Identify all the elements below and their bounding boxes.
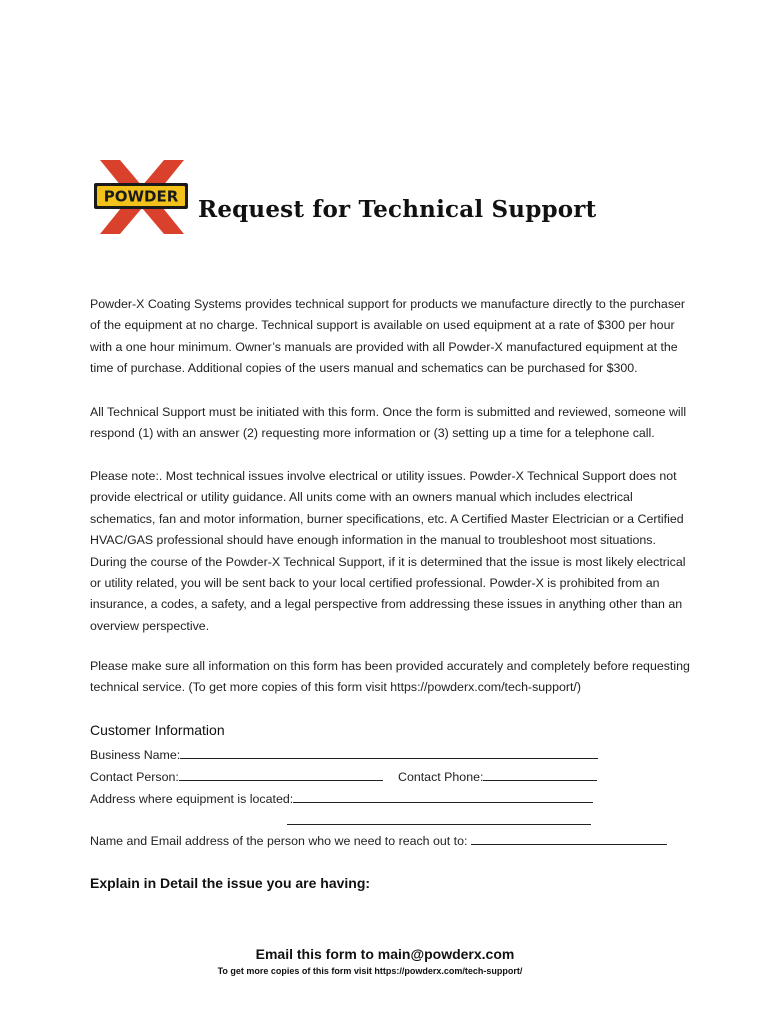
- address-label: Address where equipment is located:: [90, 792, 294, 806]
- address-input-line-2[interactable]: [287, 812, 591, 825]
- address-field-line-2: [287, 812, 591, 828]
- business-name-input[interactable]: [180, 746, 598, 759]
- intro-paragraph-3: Please note:. Most technical issues involve electrical or utility issues. Powder-X Technical Support does not provide electrical or utility guidance. All units come with an owners manual which includes electrical schematics, fan and motor information, burner specifications, etc. A Certified Master Electrician or a Certified HVAC/GAS professional should have enough information in the manual to troubleshoot most situations. During the course of the Powder-X Technical Support, if it is determined that the issue is most likely electrical or utility related, you will be sent back to your local certified professional. Powder-X is prohibited from an insurance, a codes, a safety, and a legal perspective from addressing these issues in anything other than an overview perspective.: [90, 469, 686, 633]
- name-email-label: Name and Email address of the person who we need to reach out to:: [90, 834, 468, 848]
- contact-phone-label: Contact Phone:: [398, 770, 484, 784]
- name-email-input[interactable]: [471, 832, 667, 845]
- intro-paragraph-2: All Technical Support must be initiated with this form. Once the form is submitted and reviewed, someone will respond (1) with an answer (2) requesting more information or (3) setting up a time for a telephone call.: [90, 405, 687, 441]
- logo-text: POWDER: [103, 187, 179, 206]
- contact-person-label: Contact Person:: [90, 770, 179, 784]
- customer-info-heading: Customer Information: [90, 722, 225, 738]
- contact-person-input[interactable]: [179, 768, 383, 781]
- powder-x-logo: [92, 156, 192, 238]
- contact-phone-field: [398, 768, 597, 784]
- explain-issue-heading: Explain in Detail the issue you are having:: [90, 875, 371, 891]
- contact-person-field: [90, 768, 383, 784]
- footer-email-line: Email this form to main@powderx.com: [255, 946, 515, 962]
- intro-paragraph-4: Please make sure all information on this form has been provided accurately and completely before requesting technical service. (To get more copies of this form visit https://powderx.com/tech-support/): [90, 659, 690, 695]
- contact-phone-input[interactable]: [483, 768, 597, 781]
- address-input-line-1[interactable]: [293, 790, 593, 803]
- business-name-label: Business Name:: [90, 748, 181, 762]
- page-title: Request for Technical Support: [198, 196, 597, 223]
- footer-copies-line: To get more copies of this form visit https://powderx.com/tech-support/: [217, 966, 523, 976]
- name-email-field: [90, 832, 667, 848]
- business-name-field: [90, 746, 598, 762]
- address-field: [90, 790, 593, 806]
- intro-paragraph-1: Powder-X Coating Systems provides technical support for products we manufacture directly to the purchaser of the equipment at no charge. Technical support is available on used equipment at a rate of $300 per hour with a one hour minimum. Owner’s manuals are provided with all Powder-X manufactured equipment at the time of purchase. Additional copies of the users manual and schematics can be purchased for $300.: [90, 297, 686, 376]
